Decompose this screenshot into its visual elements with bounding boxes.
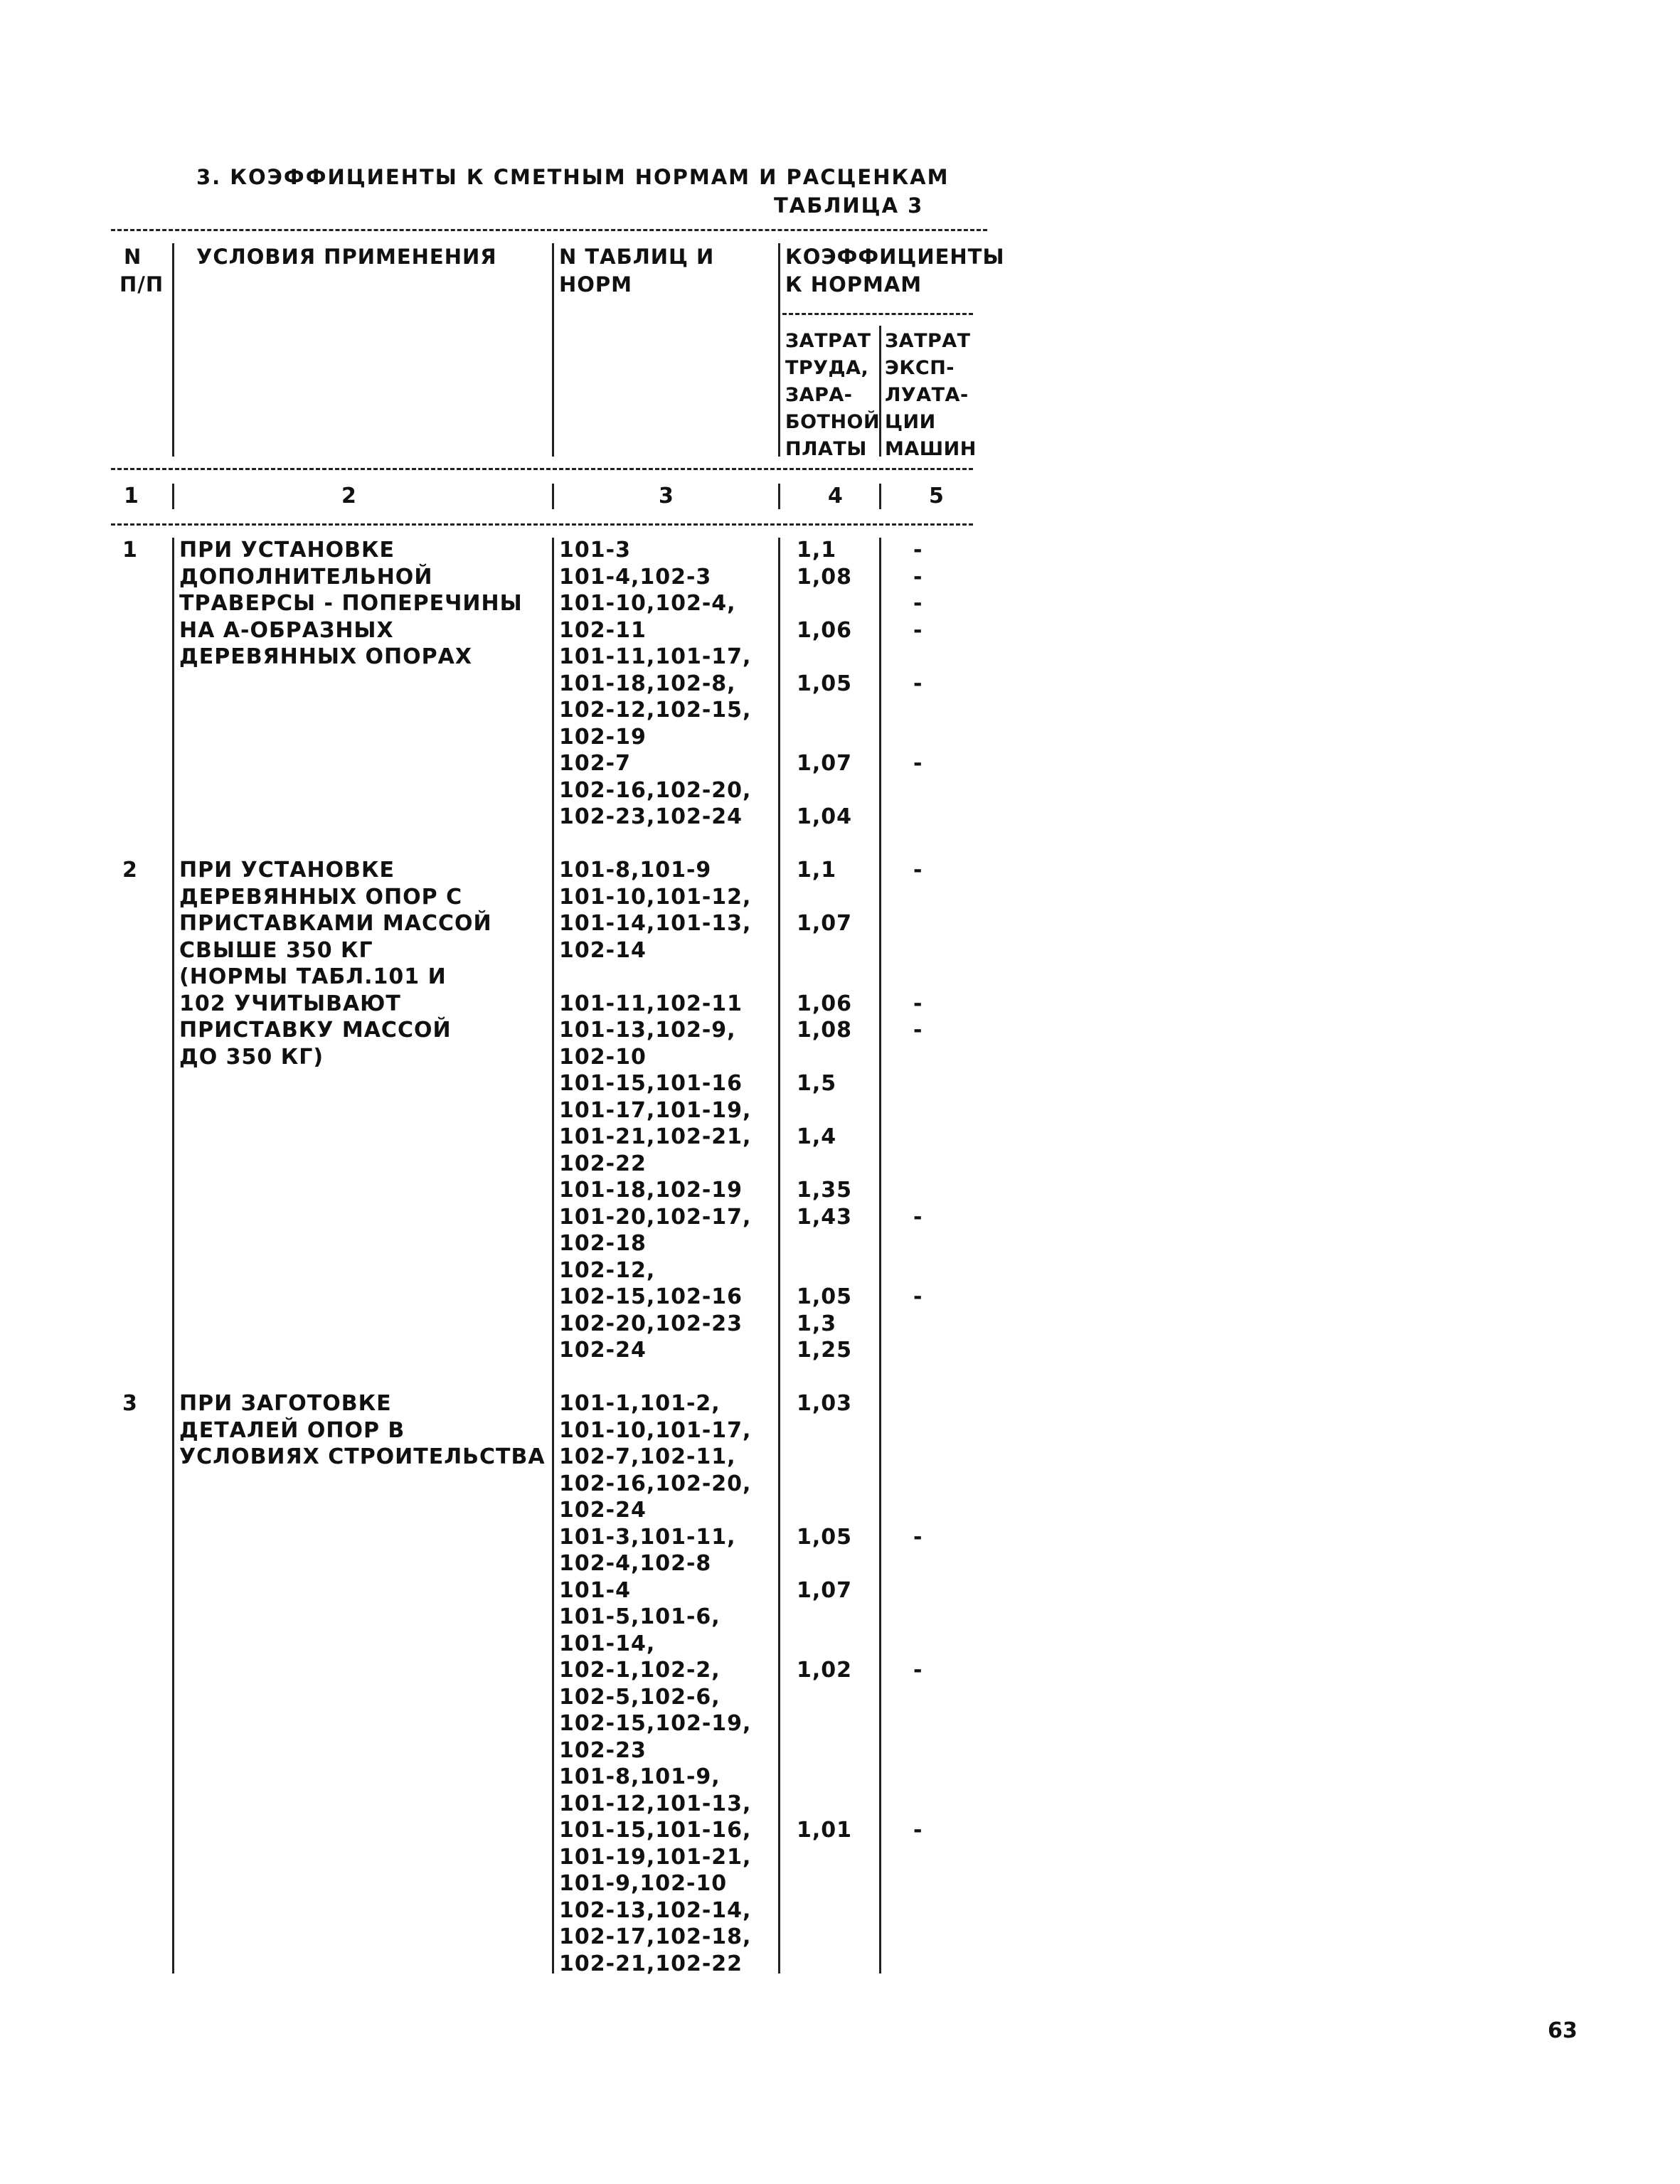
header-bottom-rule xyxy=(111,468,973,470)
row-norms: 102-10 xyxy=(559,1044,647,1070)
row-norms: 102-19 xyxy=(559,724,647,750)
row-coef-machines: - xyxy=(913,1018,923,1043)
row-norms: 101-10,101-17, xyxy=(559,1417,752,1443)
row-coef-labor: 1,06 xyxy=(797,617,853,643)
row-coef-machines: - xyxy=(913,564,923,590)
colnum-1: 1 xyxy=(124,484,139,508)
row-coef-labor: 1,04 xyxy=(797,804,853,829)
row-coef-labor: 1,08 xyxy=(797,564,853,590)
row-coef-labor: 1,03 xyxy=(797,1391,853,1416)
row-norms: 102-5,102-6, xyxy=(559,1684,721,1710)
row-coef-labor: 1,02 xyxy=(797,1658,853,1683)
header-col5-line: ЦИИ xyxy=(885,411,936,433)
row-norms: 102-14 xyxy=(559,937,647,963)
header-col5-line: ЗАТРАТ xyxy=(885,330,971,352)
row-norms: 102-22 xyxy=(559,1151,647,1176)
header-sep-1 xyxy=(172,243,174,457)
row-norms: 101-11,102-11 xyxy=(559,991,743,1016)
row-coef-labor: 1,35 xyxy=(797,1178,853,1203)
row-norms: 101-17,101-19, xyxy=(559,1097,752,1123)
row-norms: 101-13,102-9, xyxy=(559,1018,736,1043)
row-condition: ДЕТАЛЕЙ ОПОР В xyxy=(179,1417,405,1443)
row-norms: 102-17,102-18, xyxy=(559,1924,752,1949)
header-col4-line: БОТНОЙ xyxy=(785,411,881,433)
row-coef-machines: - xyxy=(913,751,923,776)
row-norms: 101-8,101-9, xyxy=(559,1764,721,1789)
row-coef-labor: 1,25 xyxy=(797,1338,853,1363)
header-col3-line1: N ТАБЛИЦ И xyxy=(559,245,715,269)
header-col5-line: МАШИН xyxy=(885,438,977,460)
row-coef-labor: 1,06 xyxy=(797,991,853,1016)
row-norms: 102-12, xyxy=(559,1257,656,1283)
row-norms: 102-15,102-16 xyxy=(559,1284,743,1309)
header-col45-line2: К НОРМАМ xyxy=(785,272,923,297)
row-condition: ПРИСТАВКАМИ МАССОЙ xyxy=(179,911,492,936)
row-norms: 101-14,101-13, xyxy=(559,911,752,936)
colnum-3: 3 xyxy=(659,484,674,508)
row-norms: 101-3,101-11, xyxy=(559,1524,736,1550)
row-coef-labor: 1,3 xyxy=(797,1311,837,1336)
row-norms: 101-18,102-8, xyxy=(559,671,736,696)
body-top-rule xyxy=(111,523,973,526)
header-col5-line: ЛУАТА- xyxy=(885,384,969,406)
row-norms: 102-24 xyxy=(559,1498,647,1523)
header-col4-line: ЗАРА- xyxy=(785,384,853,406)
row-norms: 101-1,101-2, xyxy=(559,1391,721,1416)
header-col4-line: ТРУДА, xyxy=(785,357,869,379)
row-norms: 102-15,102-19, xyxy=(559,1711,752,1736)
row-norms: 102-7,102-11, xyxy=(559,1444,736,1469)
row-coef-machines: - xyxy=(913,538,923,563)
row-coef-labor: 1,01 xyxy=(797,1818,853,1843)
header-col5-line: ЭКСП- xyxy=(885,357,955,379)
row-norms: 101-10,101-12, xyxy=(559,884,752,910)
row-coef-labor: 1,08 xyxy=(797,1018,853,1043)
row-norms: 102-23 xyxy=(559,1737,647,1763)
row-norms: 102-23,102-24 xyxy=(559,804,743,829)
row-norms: 101-4,102-3 xyxy=(559,564,712,590)
row-norms: 101-15,101-16 xyxy=(559,1071,743,1096)
colnum-sep-2 xyxy=(552,484,554,509)
row-number: 3 xyxy=(122,1391,138,1416)
row-norms: 102-18 xyxy=(559,1231,647,1256)
header-col1-line1: N xyxy=(124,245,142,269)
row-norms: 102-24 xyxy=(559,1338,647,1363)
body-column-separator xyxy=(778,538,780,1973)
table-top-rule xyxy=(111,229,987,231)
header-sub-rule xyxy=(782,313,973,315)
row-coef-machines: - xyxy=(913,1658,923,1683)
row-norms: 101-15,101-16, xyxy=(559,1818,752,1843)
row-coef-machines: - xyxy=(913,591,923,616)
row-condition: ПРИ ЗАГОТОВКЕ xyxy=(179,1391,392,1416)
body-column-separator xyxy=(172,538,174,1973)
row-norms: 101-21,102-21, xyxy=(559,1124,752,1149)
row-condition: ДЕРЕВЯННЫХ ОПОР С xyxy=(179,884,463,910)
header-col1-line2: П/П xyxy=(119,272,164,297)
row-norms: 101-3 xyxy=(559,538,631,563)
row-coef-labor: 1,07 xyxy=(797,1577,853,1603)
row-coef-machines: - xyxy=(913,671,923,696)
row-coef-labor: 1,07 xyxy=(797,751,853,776)
row-norms: 102-4,102-8 xyxy=(559,1551,712,1576)
header-sep-2 xyxy=(552,243,554,457)
row-norms: 101-12,101-13, xyxy=(559,1791,752,1816)
row-norms: 101-5,101-6, xyxy=(559,1604,721,1629)
header-sep-4 xyxy=(879,326,881,457)
row-coef-machines: - xyxy=(913,1818,923,1843)
row-coef-machines: - xyxy=(913,617,923,643)
colnum-4: 4 xyxy=(828,484,843,508)
page-number: 63 xyxy=(1548,2018,1578,2043)
row-condition: ДОПОЛНИТЕЛЬНОЙ xyxy=(179,564,433,590)
row-norms: 102-12,102-15, xyxy=(559,698,752,723)
row-coef-labor: 1,05 xyxy=(797,1284,853,1309)
row-norms: 102-16,102-20, xyxy=(559,777,752,803)
row-norms: 102-11 xyxy=(559,617,647,643)
row-norms: 101-20,102-17, xyxy=(559,1204,752,1230)
colnum-sep-3 xyxy=(778,484,780,509)
row-condition: НА А-ОБРАЗНЫХ xyxy=(179,617,394,643)
row-condition: ДЕРЕВЯННЫХ ОПОРАХ xyxy=(179,644,472,669)
row-coef-labor: 1,4 xyxy=(797,1124,837,1149)
row-coef-labor: 1,1 xyxy=(797,538,837,563)
row-coef-machines: - xyxy=(913,858,923,883)
row-norms: 102-20,102-23 xyxy=(559,1311,743,1336)
table-label: ТАБЛИЦА 3 xyxy=(774,193,924,218)
row-condition: ПРИ УСТАНОВКЕ xyxy=(179,538,395,563)
row-condition: УСЛОВИЯХ СТРОИТЕЛЬСТВА xyxy=(179,1444,546,1469)
row-condition: ТРАВЕРСЫ - ПОПЕРЕЧИНЫ xyxy=(179,591,523,616)
header-col45-line1: КОЭФФИЦИЕНТЫ xyxy=(785,245,1005,269)
row-coef-labor: 1,43 xyxy=(797,1204,853,1230)
row-coef-machines: - xyxy=(913,1204,923,1230)
row-norms: 102-13,102-14, xyxy=(559,1897,752,1923)
colnum-2: 2 xyxy=(341,484,356,508)
header-col4-line: ЗАТРАТ xyxy=(785,330,871,352)
row-condition: ПРИ УСТАНОВКЕ xyxy=(179,858,395,883)
row-norms: 101-14, xyxy=(559,1631,656,1656)
row-coef-labor: 1,07 xyxy=(797,911,853,936)
colnum-sep-4 xyxy=(879,484,881,509)
row-condition: 102 УЧИТЫВАЮТ xyxy=(179,991,401,1016)
row-norms: 101-11,101-17, xyxy=(559,644,752,669)
row-norms: 102-21,102-22 xyxy=(559,1951,743,1976)
row-coef-labor: 1,5 xyxy=(797,1071,837,1096)
section-title: 3. КОЭФФИЦИЕНТЫ К СМЕТНЫМ НОРМАМ И РАСЦЕНКАМ xyxy=(196,165,950,189)
colnum-5: 5 xyxy=(929,484,944,508)
row-condition: ПРИСТАВКУ МАССОЙ xyxy=(179,1018,452,1043)
body-column-separator xyxy=(552,538,554,1973)
header-col3-line2: НОРМ xyxy=(559,272,633,297)
header-col4-line: ПЛАТЫ xyxy=(785,438,867,460)
colnum-sep-1 xyxy=(172,484,174,509)
row-norms: 101-10,102-4, xyxy=(559,591,736,616)
row-coef-labor: 1,05 xyxy=(797,1524,853,1550)
row-coef-labor: 1,05 xyxy=(797,671,853,696)
row-norms: 102-16,102-20, xyxy=(559,1471,752,1496)
row-norms: 101-19,101-21, xyxy=(559,1844,752,1870)
row-condition: ДО 350 КГ) xyxy=(179,1044,324,1070)
header-col2: УСЛОВИЯ ПРИМЕНЕНИЯ xyxy=(196,245,497,269)
body-column-separator xyxy=(879,538,881,1973)
row-norms: 101-18,102-19 xyxy=(559,1178,743,1203)
row-coef-machines: - xyxy=(913,991,923,1016)
row-norms: 102-7 xyxy=(559,751,631,776)
row-condition: СВЫШЕ 350 КГ xyxy=(179,937,373,963)
row-condition: (НОРМЫ ТАБЛ.101 И xyxy=(179,964,447,989)
row-number: 1 xyxy=(122,538,138,563)
row-coef-machines: - xyxy=(913,1524,923,1550)
row-norms: 101-8,101-9 xyxy=(559,858,712,883)
row-norms: 101-4 xyxy=(559,1577,631,1603)
header-sep-3 xyxy=(778,243,780,457)
row-number: 2 xyxy=(122,858,138,883)
row-coef-machines: - xyxy=(913,1284,923,1309)
row-norms: 102-1,102-2, xyxy=(559,1658,721,1683)
row-norms: 101-9,102-10 xyxy=(559,1871,728,1896)
row-coef-labor: 1,1 xyxy=(797,858,837,883)
